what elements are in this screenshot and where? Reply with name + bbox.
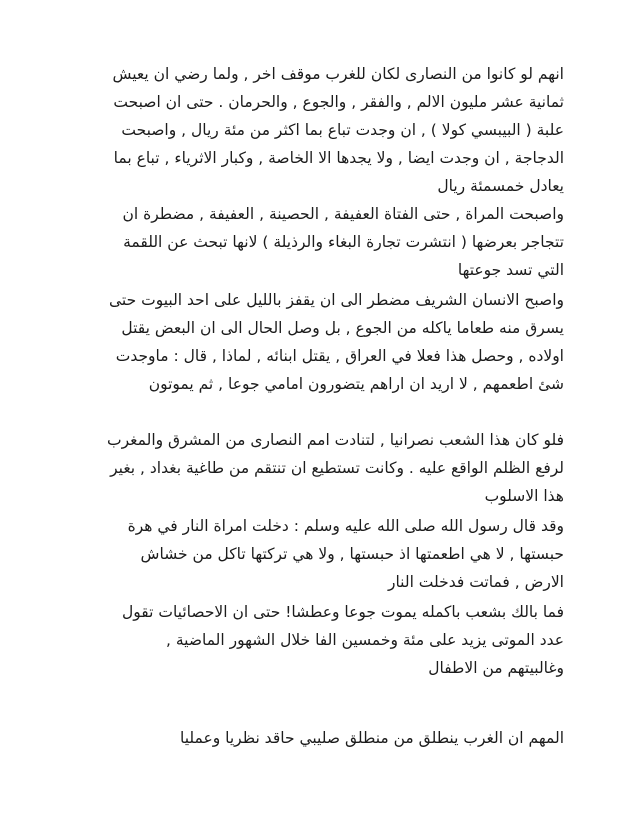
paragraph-line: ثمانية عشر مليون الالم , والفقر , والجوع , والحرمان . حتى ان اصبحت bbox=[113, 93, 564, 111]
paragraph-line: حبستها , لا هي اطعمتها اذ حبستها , ولا هي تركتها تاكل من خشاش bbox=[140, 545, 564, 563]
paragraph-6 bbox=[68, 598, 564, 682]
paragraph-line: الارض , فماتت فدخلت النار bbox=[387, 573, 564, 591]
paragraph-line: واصبح الانسان الشريف مضطر الى ان يقفز بالليل على احد البيوت حتى bbox=[109, 291, 564, 309]
paragraph-1 bbox=[68, 60, 564, 200]
paragraph-line: المهم ان الغرب ينطلق من منطلق صليبي حاقد نظريا وعمليا bbox=[179, 729, 564, 747]
paragraph-line: التي تسد جوعتها bbox=[457, 261, 564, 279]
paragraph-line: هذا الاسلوب bbox=[484, 487, 564, 505]
paragraph-line: الدجاجة , ان وجدت ايضا , ولا يجدها الا الخاصة , وكبار الاثرياء , تباع بما bbox=[113, 149, 564, 167]
paragraph-line: عدد الموتى يزيد على مئة وخمسين الفا خلال الشهور الماضية , bbox=[166, 631, 564, 649]
paragraph-line: يعادل خمسمئة ريال bbox=[437, 177, 564, 195]
paragraph-line: لرفع الظلم الواقع عليه . وكانت تستطيع ان تنتقم من طاغية بغداد , بغير bbox=[110, 459, 564, 477]
paragraph-line: فلو كان هذا الشعب نصرانيا , لتنادت امم النصارى من المشرق والمغرب bbox=[107, 431, 564, 449]
paragraph-line: يسرق منه طعاما ياكله من الجوع , بل وصل الحال الى ان البعض يقتل bbox=[121, 319, 564, 337]
paragraph-line: تتجاجر بعرضها ( انتشرت تجارة البغاء والرذيلة ) لانها تبحث عن اللقمة bbox=[123, 233, 564, 251]
paragraph-2 bbox=[68, 200, 564, 284]
paragraph-line: فما بالك بشعب باكمله يموت جوعا وعطشا! حتى ان الاحصائيات تقول bbox=[122, 603, 564, 621]
paragraph-5 bbox=[68, 512, 564, 596]
paragraph-7 bbox=[68, 724, 564, 752]
paragraph-3 bbox=[68, 286, 564, 398]
paragraph-line: واصبحت المراة , حتى الفتاة العفيفة , الحصينة , العفيفة , مضطرة ان bbox=[122, 205, 564, 223]
paragraph-line: اولاده , وحصل هذا فعلا في العراق , يقتل ابنائه , لماذا , قال : ماوجدت bbox=[115, 347, 564, 365]
paragraph-4 bbox=[68, 426, 564, 510]
paragraph-line: شئ اطعمهم , لا اريد ان اراهم يتضورون امامي جوعا , ثم يموتون bbox=[148, 375, 564, 393]
paragraph-line: انهم لو كانوا من النصارى لكان للغرب موقف اخر , ولما رضي ان يعيش bbox=[112, 65, 564, 83]
paragraph-line: وقد قال رسول الله صلى الله عليه وسلم : دخلت امراة النار في هرة bbox=[127, 517, 564, 535]
paragraph-line: وغالبيتهم من الاطفال bbox=[428, 659, 564, 677]
paragraph-line: علبة ( البيبسي كولا ) , ان وجدت تباع بما اكثر من مئة ريال , واصبحت bbox=[121, 121, 564, 139]
